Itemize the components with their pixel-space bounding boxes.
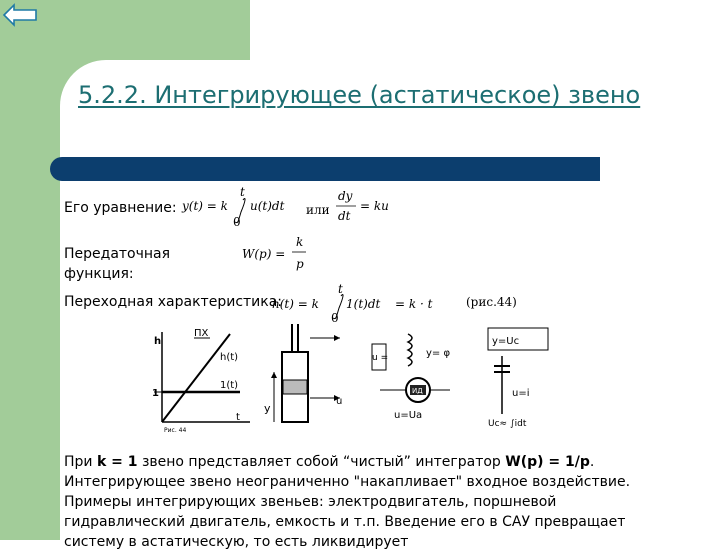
eq-rhs: = ku [360, 199, 389, 213]
eq-integrand: u(t)dt [250, 199, 285, 213]
fig3-y-eq: y= φ [426, 348, 451, 359]
sr-integrand: 1(t)dt [346, 297, 381, 311]
fig3-id: ИД [412, 387, 423, 395]
equation-label: Его уравнение: [64, 200, 177, 216]
motor-diagram [372, 334, 450, 421]
para-part-1: При [64, 454, 97, 470]
transfer-label-line2: функция: [64, 266, 134, 282]
fig1-h-axis: h [154, 336, 162, 347]
step-response-plot [152, 328, 250, 434]
hydraulic-cylinder-diagram [264, 324, 342, 422]
transfer-label-line1: Передаточная [64, 246, 171, 262]
sr-limit-top: t [338, 282, 343, 296]
fig4-y-uc: y=Uc [492, 336, 520, 347]
tf-numerator: k [296, 235, 304, 249]
back-arrow-icon[interactable] [2, 2, 38, 28]
fig1-pk: ПХ [194, 328, 209, 339]
eq-or: или [306, 203, 330, 217]
tf-denominator: p [296, 257, 304, 271]
title-divider-bar [50, 157, 600, 181]
fig3-u-a: u=Uа [394, 410, 423, 421]
fig2-u: u [336, 396, 343, 407]
description-paragraph [64, 452, 664, 552]
fig1-caption: Рис. 44 [164, 427, 187, 434]
para-w-formula: W(p) = 1/p [505, 454, 590, 470]
slide-title: 5.2.2. Интегрирующее (астатическое) звено [78, 81, 641, 109]
step-response-formula [270, 284, 470, 324]
para-k-equals-1: k = 1 [96, 454, 138, 470]
sr-lhs: h(t) = k [272, 297, 319, 311]
fig4-formula: Uc≈ ∫idt [488, 419, 527, 429]
figures-strip [150, 322, 560, 434]
fig4-u-i: u=i [512, 388, 530, 399]
transfer-function [240, 232, 320, 276]
para-part-3: . Интегрирующее звено неограниченно "накапливает" входное воздействие. Примеры интегрирующих звеньев: электродвигатель, поршневой гидравлический двигатель, емкость и т.п. Введение его в САУ превращает систему в астатическую, то есть ликвидирует [64, 454, 631, 550]
fig1-one: 1 [152, 388, 159, 399]
eq-limit-bottom: 0 [233, 215, 241, 229]
sr-rhs: = k · t [395, 297, 433, 311]
step-response-label: Переходная характеристика: [64, 294, 283, 310]
figure-ref: (рис.44) [466, 295, 517, 309]
fig3-u-eq: u = [372, 353, 389, 363]
eq-numerator: dy [338, 189, 353, 203]
fig2-y: y [264, 402, 271, 415]
fig1-t-axis: t [236, 412, 240, 423]
sr-limit-bottom: 0 [331, 311, 339, 325]
para-part-2: звено представляет собой “чистый” интегратор [137, 454, 506, 470]
integral-equation [180, 186, 410, 228]
capacitor-diagram [488, 328, 548, 429]
fig1-one-t: 1(t) [220, 380, 239, 391]
fig1-ht: h(t) [220, 352, 239, 363]
eq-denominator: dt [338, 209, 351, 223]
tf-lhs: W(p) = [242, 247, 286, 261]
eq-lhs: y(t) = k [182, 199, 228, 213]
eq-limit-top: t [240, 185, 245, 199]
